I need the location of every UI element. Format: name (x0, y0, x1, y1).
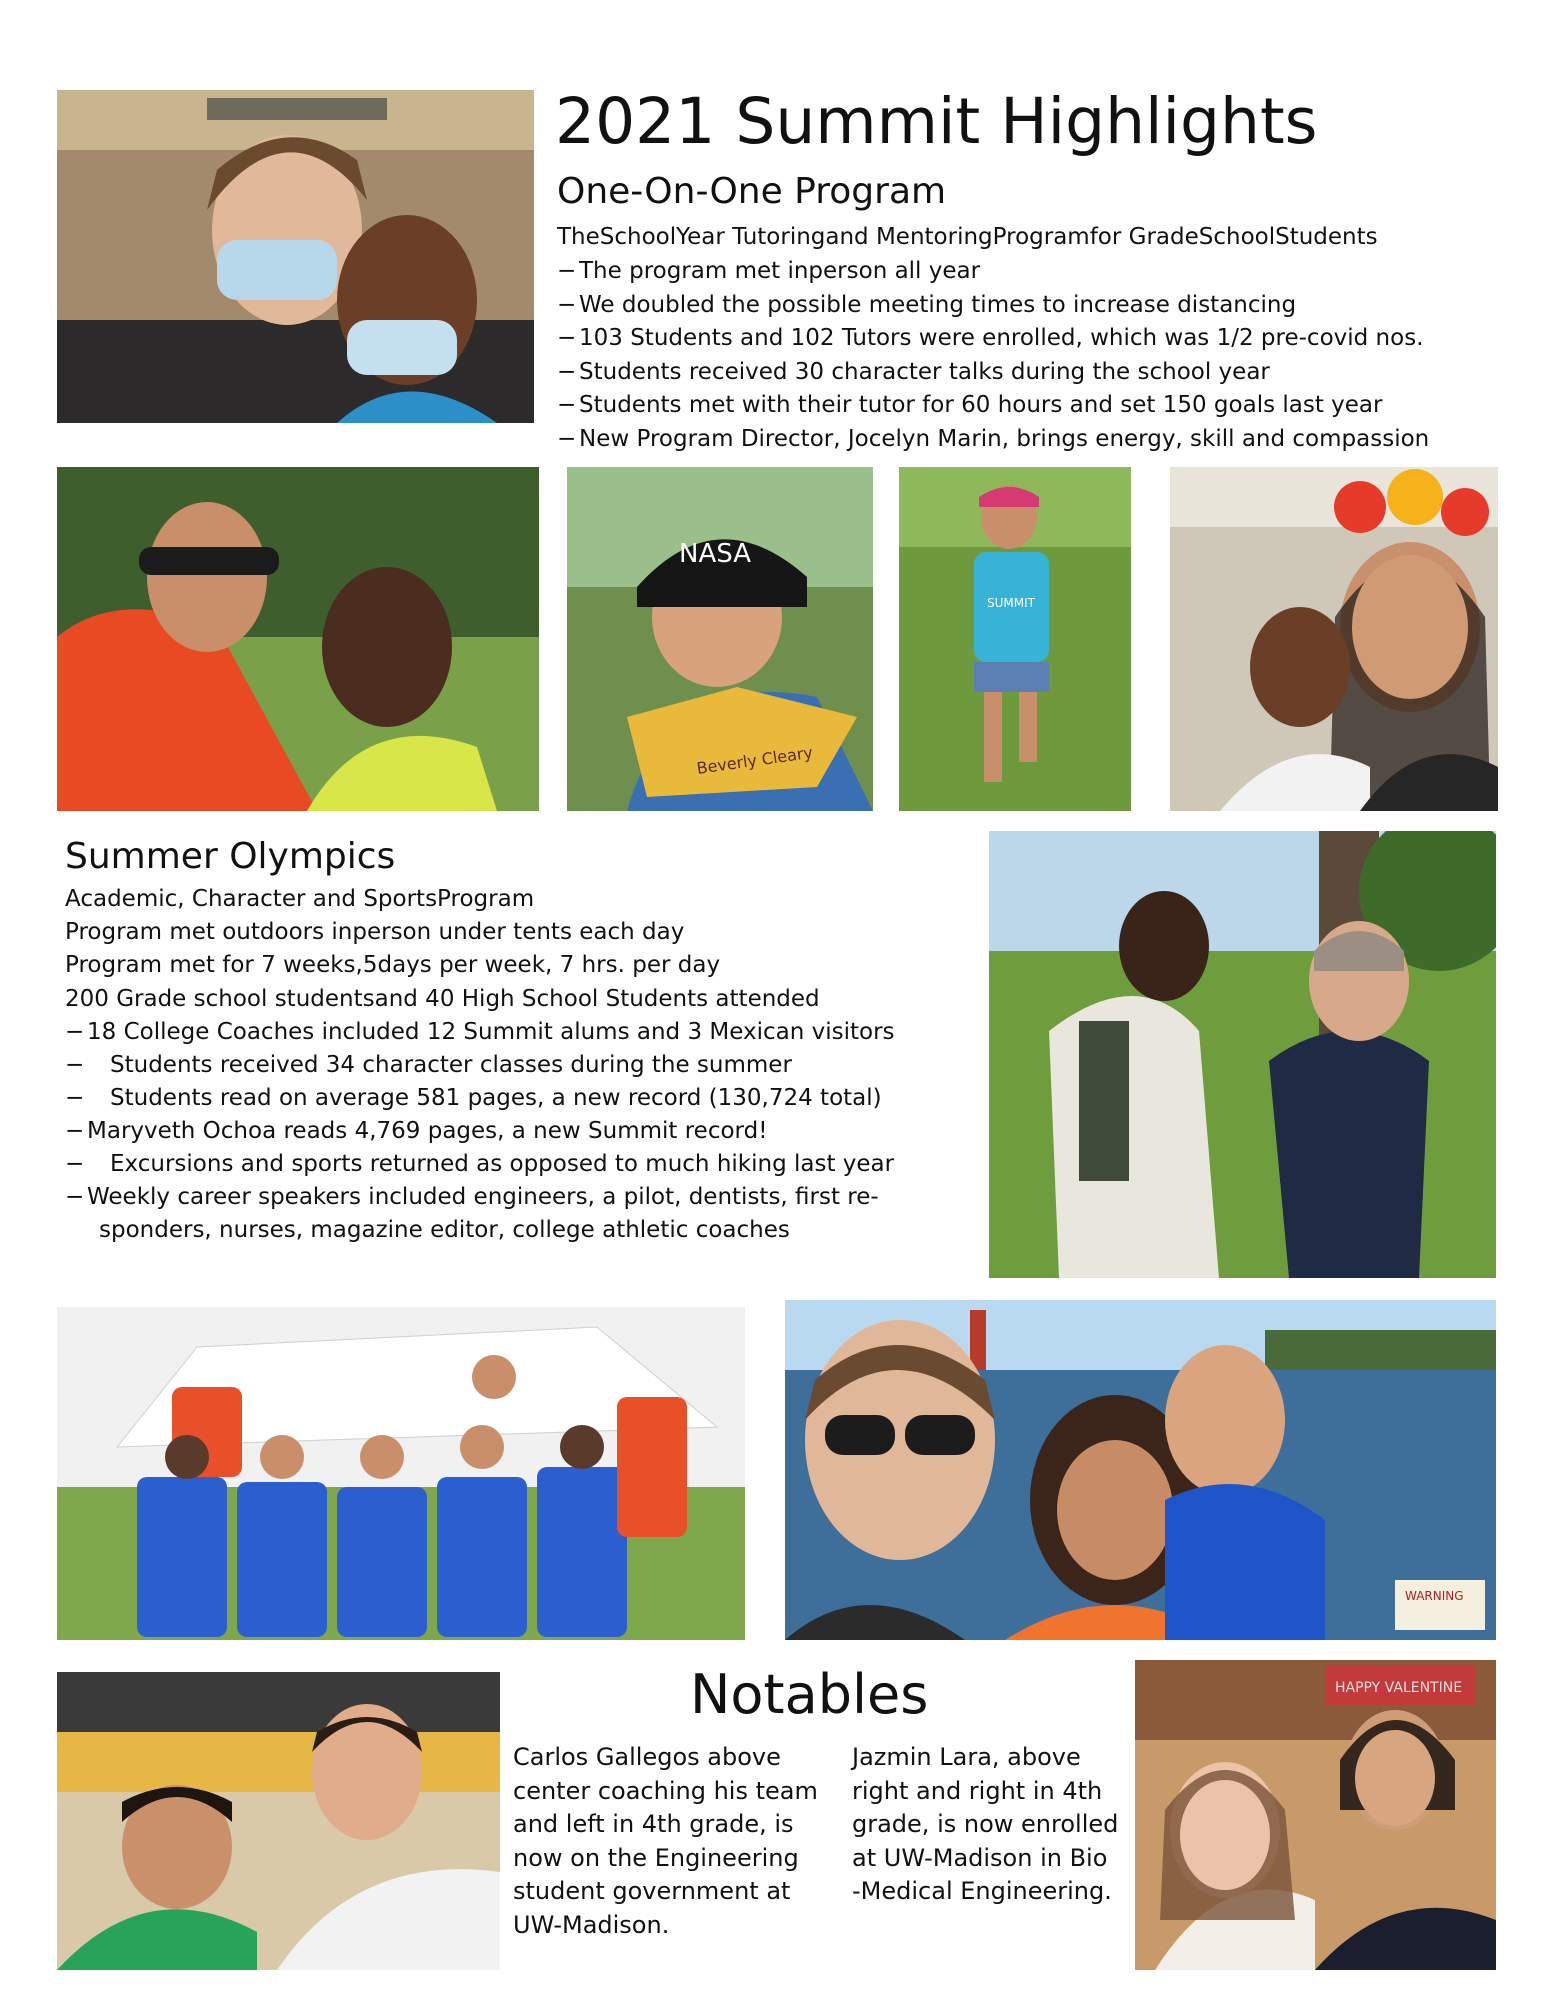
list-item: − 18 College Coaches included 12 Summit alums and 3 Mexican visitors (65, 1016, 945, 1049)
photo-firefighter-with-student (989, 831, 1496, 1278)
one-on-one-bullet-list (557, 255, 1429, 457)
summer-olympics-lines (65, 883, 820, 1016)
valentine-banner-text: HAPPY VALENTINE (1335, 1680, 1463, 1696)
photo-carlos-with-tutor (57, 1672, 500, 1970)
summit-shirt-text: SUMMIT (987, 596, 1035, 610)
photo-tutor-and-student-masked (57, 90, 534, 423)
photo-jazmin-with-teacher (1135, 1660, 1496, 1970)
list-item: − Students received 34 character classes during the summer (65, 1049, 945, 1082)
list-item: − New Program Director, Jocelyn Marin, brings energy, skill and compassion (557, 423, 1429, 457)
one-on-one-heading: One-On-One Program (557, 171, 947, 212)
notable-carlos-text: Carlos Gallegos above center coaching his team and left in 4th grade, is now on the Engineering student government at UW-Madison. (513, 1743, 818, 1939)
notable-jazmin-text: Jazmin Lara, above right and right in 4th grade, is now enrolled at UW-Madison in Bio -Medical Engineering. (852, 1743, 1119, 1906)
nasa-cap-text: NASA (679, 539, 752, 569)
photo-coaches-with-team-summit-jerseys (57, 1307, 745, 1640)
summer-olympics-bullet-list (65, 1016, 945, 1247)
book-cover-text: Beverly Cleary (695, 742, 814, 778)
summer-line: Program met outdoors inperson under tents each day (65, 919, 685, 946)
summer-line: 200 Grade school studentsand 40 High School Students attended (65, 985, 820, 1012)
list-item (65, 1181, 945, 1247)
one-on-one-subtitle: TheSchoolYear Tutoringand MentoringProgramfor GradeSchoolStudents (557, 224, 1378, 250)
list-item-text: Weekly career speakers included engineers, a pilot, dentists, first re- (87, 1184, 879, 1210)
list-item: − Students received 30 character talks during the school year (557, 356, 1429, 390)
photo-director-with-student (1170, 467, 1498, 811)
warning-sign-text: WARNING (1405, 1589, 1464, 1603)
list-item: − We doubled the possible meeting times to increase distancing (557, 289, 1429, 323)
page-title: 2021 Summit Highlights (555, 85, 1318, 158)
list-item: − 103 Students and 102 Tutors were enrolled, which was 1/2 pre-covid nos. (557, 322, 1429, 356)
list-item: − Students met with their tutor for 60 hours and set 150 goals last year (557, 389, 1429, 423)
summer-olympics-heading: Summer Olympics (65, 836, 396, 877)
photo-girl-jumping-on-grass (899, 467, 1131, 811)
summer-line: Program met for 7 weeks,5days per week, 7 hrs. per day (65, 952, 721, 979)
list-item-continuation: sponders, nurses, magazine editor, college athletic coaches (99, 1217, 790, 1243)
list-item: − Students read on average 581 pages, a new record (130,724 total) (65, 1082, 945, 1115)
notables-heading: Notables (690, 1663, 929, 1726)
photo-coach-selfie-with-student (57, 467, 539, 811)
summer-line: Academic, Character and SportsProgram (65, 886, 535, 912)
list-item: − Excursions and sports returned as opposed to much hiking last year (65, 1148, 945, 1181)
list-item: − Maryveth Ochoa reads 4,769 pages, a new Summit record! (65, 1115, 945, 1148)
photo-boat-selfie-on-lake (785, 1300, 1496, 1640)
photo-boy-reading-book (567, 467, 873, 811)
list-item: − The program met inperson all year (557, 255, 1429, 289)
